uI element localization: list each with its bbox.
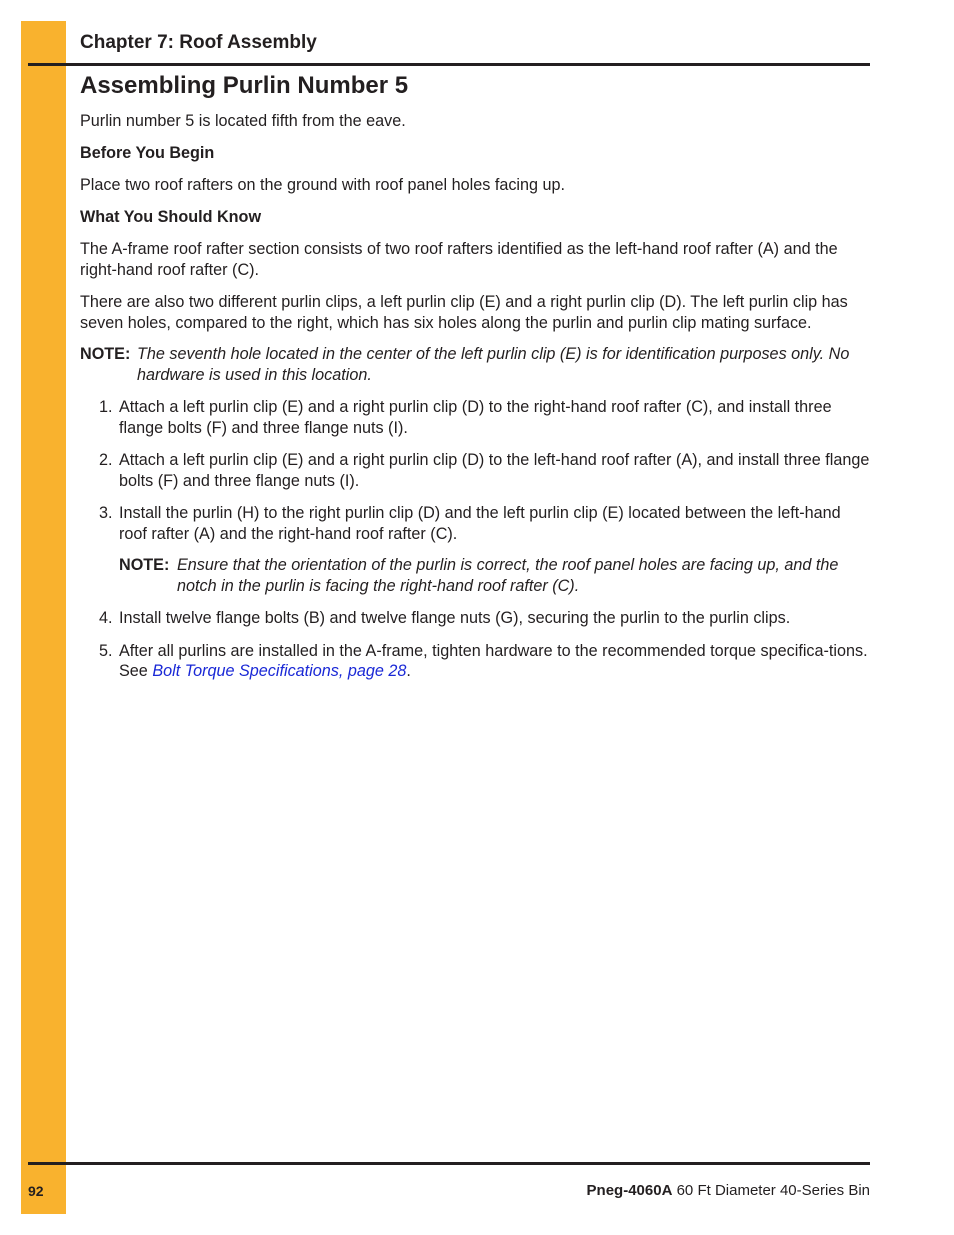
document-id: Pneg-4060A	[586, 1182, 673, 1199]
note-text: The seventh hole located in the center of the left purlin clip (E) is for identification purposes only. No hardware is used in this location.	[137, 345, 850, 384]
page-number: 92	[28, 1183, 44, 1199]
step-number: 2.	[99, 451, 113, 469]
step-text-after-link: .	[406, 662, 411, 680]
step-number: 3.	[99, 504, 113, 522]
know-heading: What You Should Know	[80, 207, 262, 226]
step-text	[119, 641, 870, 682]
header-rule	[28, 63, 870, 66]
step-item	[80, 641, 870, 682]
page-content	[80, 70, 870, 682]
step-item	[80, 397, 870, 438]
step-item	[80, 608, 870, 629]
bolt-torque-link[interactable]: Bolt Torque Specifications, page 28	[152, 662, 407, 680]
know-paragraph-1: The A-frame roof rafter section consists of two roof rafters identified as the left-hand roof rafter (A) and the right-hand roof rafter (C).	[80, 240, 838, 279]
know-paragraph-2: There are also two different purlin clips, a left purlin clip (E) and a right purlin clip (D). The left purlin clip has seven holes, compared to the right, which has six holes along the purlin and purlin clip mating surface.	[80, 293, 848, 332]
step-text: Install twelve flange bolts (B) and twelve flange nuts (G), securing the purlin to the purlin clips.	[119, 609, 791, 627]
note-label: NOTE:	[80, 345, 131, 363]
step-text: Attach a left purlin clip (E) and a right purlin clip (D) to the right-hand roof rafter (C), and install three flange bolts (F) and three flange nuts (I).	[119, 398, 832, 437]
intro-text: Purlin number 5 is located fifth from the eave.	[80, 112, 406, 130]
note-label: NOTE:	[119, 556, 170, 574]
footer-rule	[28, 1162, 870, 1165]
step-number: 5.	[99, 641, 113, 660]
step-item	[80, 450, 870, 491]
step-number: 1.	[99, 398, 113, 416]
step-text-before-link: After all purlins are installed in the A-frame, tighten hardware to the recommended torque specifica-tions. See	[119, 641, 868, 680]
step-text: Install the purlin (H) to the right purlin clip (D) and the left purlin clip (E) located between the left-hand roof rafter (A) and the right-hand roof rafter (C).	[119, 504, 841, 543]
note-text: Ensure that the orientation of the purlin is correct, the roof panel holes are facing up, and the notch in the purlin is facing the right-hand roof rafter (C).	[177, 556, 839, 595]
before-heading: Before You Begin	[80, 143, 215, 162]
chapter-title: Chapter 7: Roof Assembly	[80, 32, 317, 53]
footer-document-title	[587, 1182, 870, 1199]
step-text: Attach a left purlin clip (E) and a right purlin clip (D) to the left-hand roof rafter (A), and install three flange bolts (F) and three flange nuts (I).	[119, 451, 870, 490]
before-text: Place two roof rafters on the ground with roof panel holes facing up.	[80, 176, 566, 194]
steps-list-continued	[80, 608, 870, 682]
document-name: 60 Ft Diameter 40-Series Bin	[672, 1182, 870, 1199]
page-title: Assembling Purlin Number 5	[80, 72, 409, 99]
chapter-side-bar	[21, 21, 66, 1214]
steps-list	[80, 397, 870, 544]
step-number: 4.	[99, 609, 113, 627]
step-note-block	[119, 555, 870, 596]
step-item	[80, 503, 870, 544]
note-block	[80, 344, 870, 385]
